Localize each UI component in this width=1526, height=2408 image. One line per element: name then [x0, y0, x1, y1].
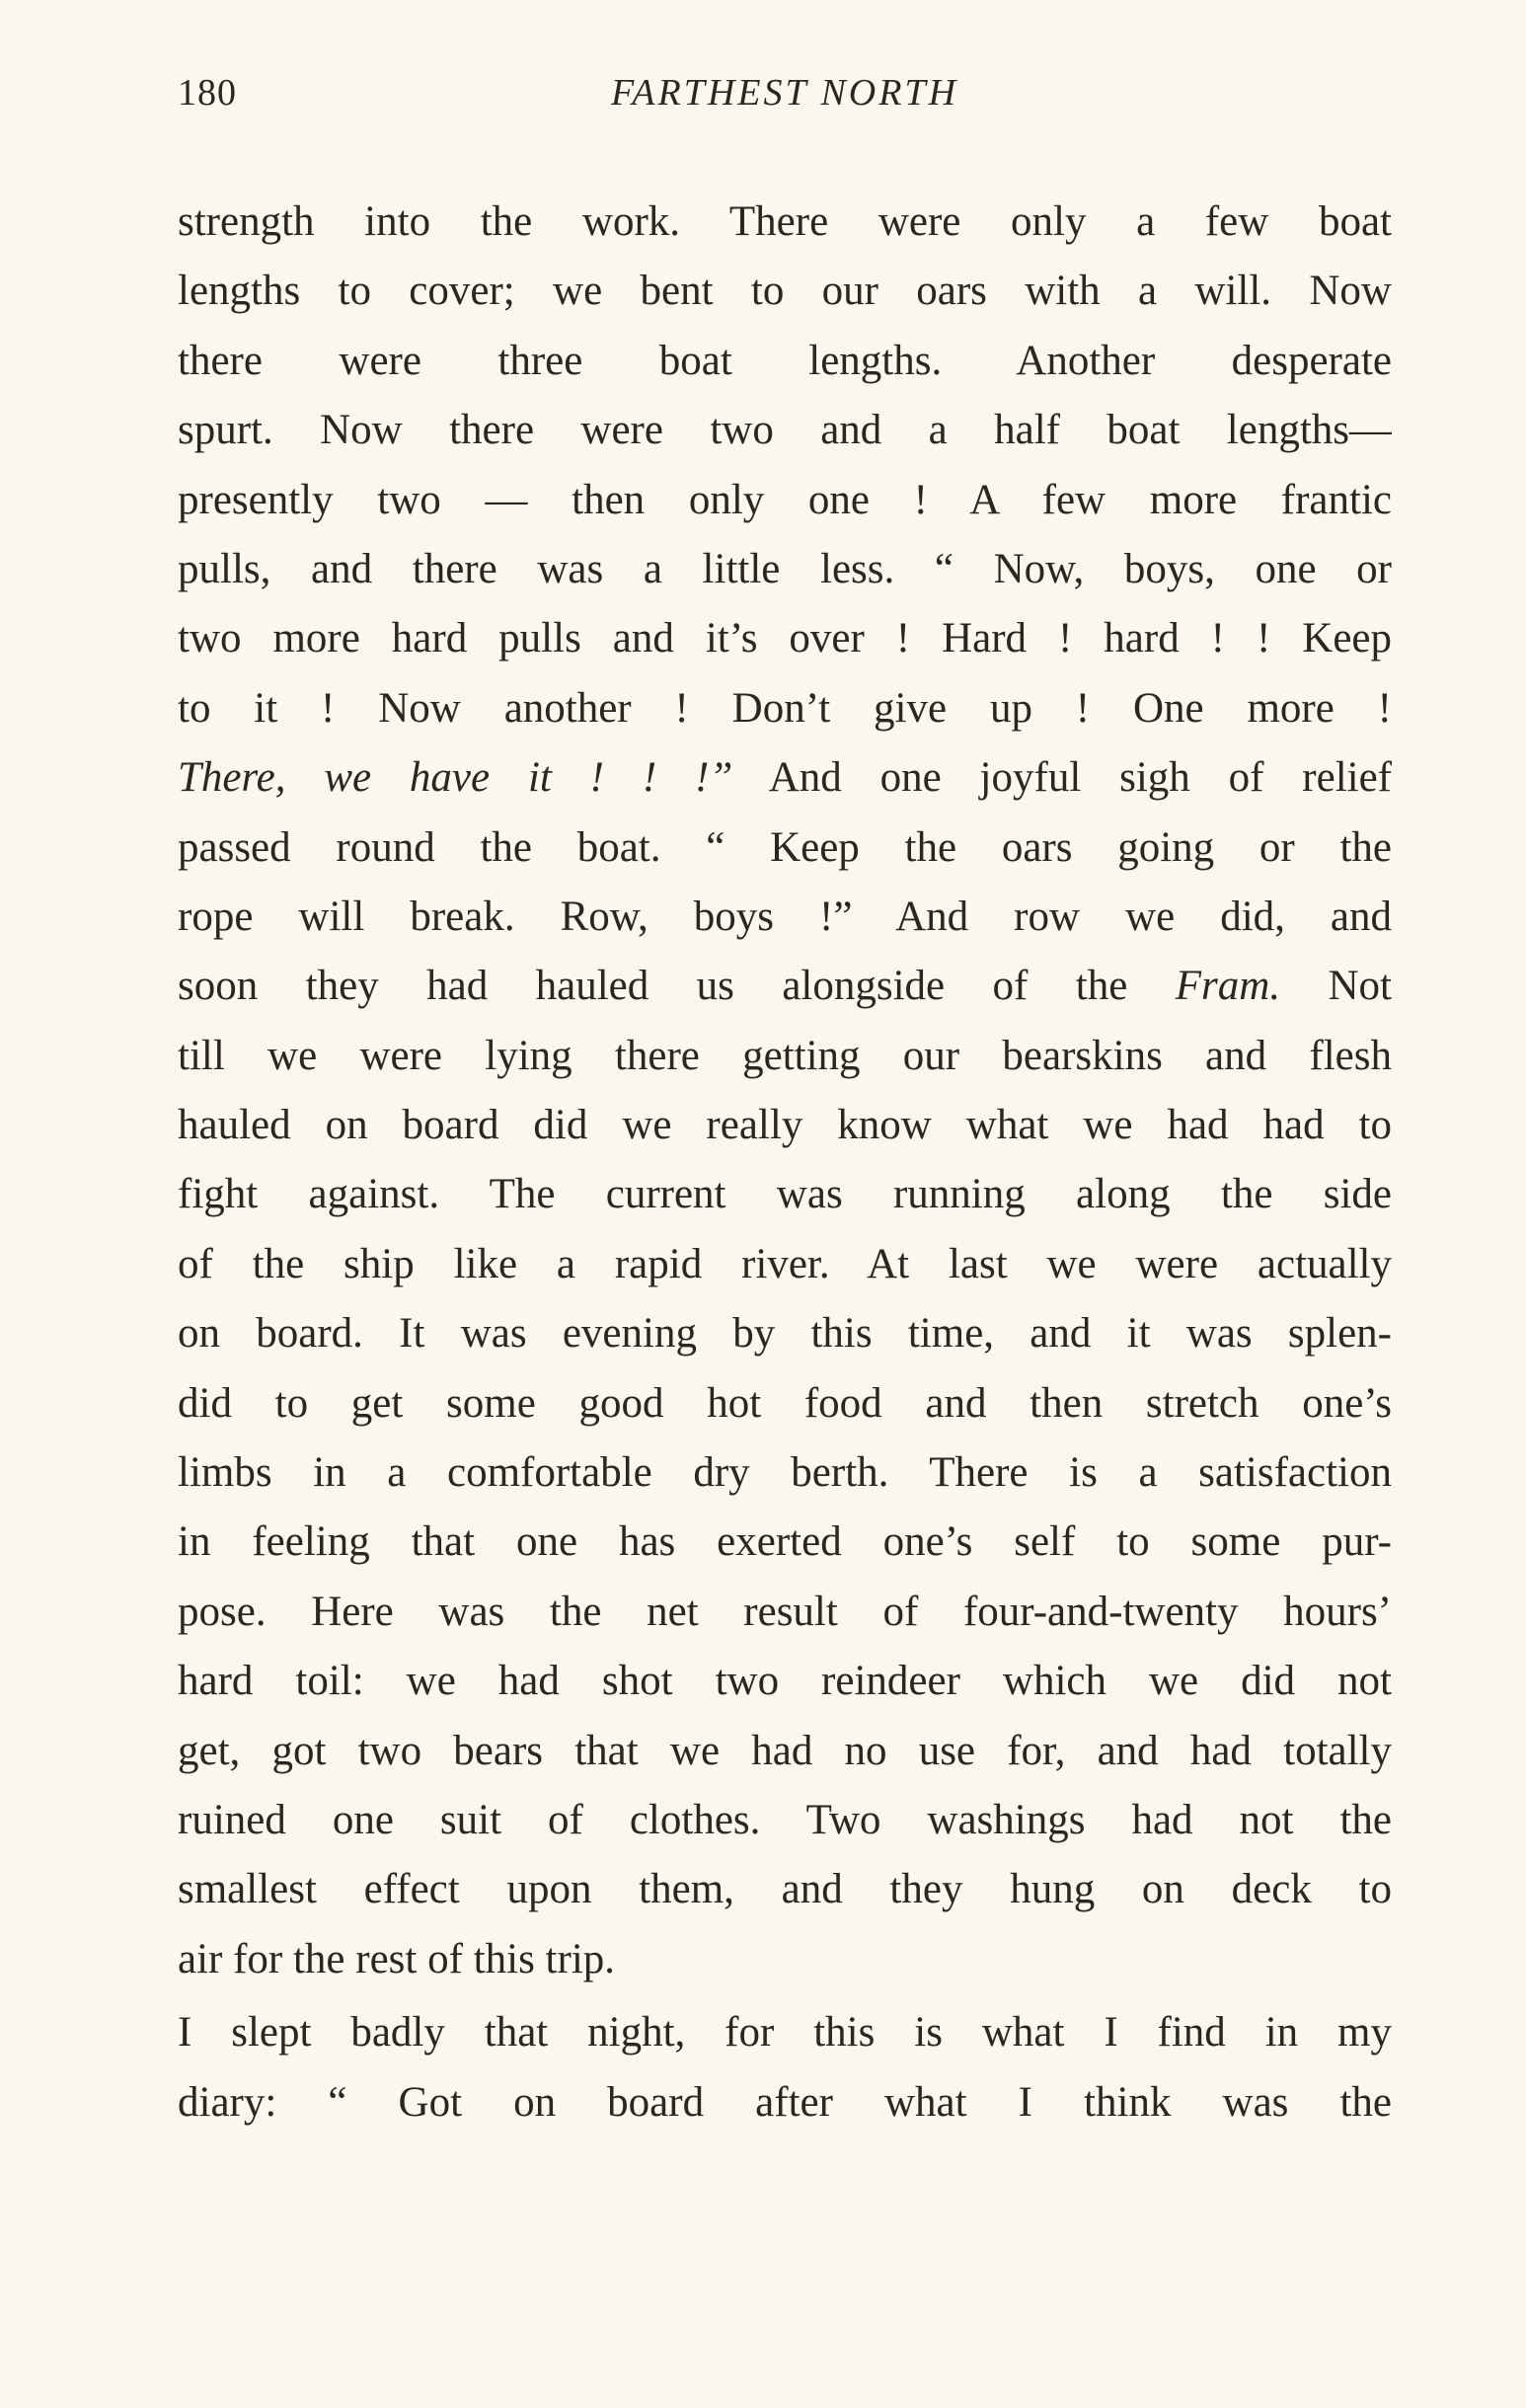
text-line: smallest effect upon them, and they hung on deck to	[178, 1866, 1392, 1913]
text-line: get, got two bears that we had no use for, and had totally	[178, 1727, 1392, 1774]
text-line: till we were lying there getting our bearskins and flesh	[178, 1032, 1392, 1079]
text-line: diary: “ Got on board after what I think was the	[178, 2078, 1392, 2126]
text-line: passed round the boat. “ Keep the oars going or the	[178, 823, 1392, 871]
text-line: pulls, and there was a little less. “ Now, boys, one or	[178, 545, 1392, 592]
running-title: FARTHEST NORTH	[610, 72, 959, 114]
italic-exclamation: There, we have it ! ! !”	[178, 754, 733, 802]
text-line: strength into the work. There were only a few boat	[178, 198, 1392, 245]
text-line: of the ship like a rapid river. At last we were actually	[178, 1240, 1392, 1287]
text-line: spurt. Now there were two and a half boat lengths—	[178, 407, 1392, 454]
text-line: to it ! Now another ! Don’t give up ! One more !	[178, 684, 1392, 732]
text-line: soon they had hauled us alongside of the Fram. Not	[178, 963, 1392, 1010]
text-line: on board. It was evening by this time, and it was splen-	[178, 1310, 1392, 1358]
paragraph-start-line: I slept badly that night, for this is what I find in my	[178, 2009, 1392, 2057]
body-text	[178, 188, 1392, 2137]
text-line: fight against. The current was running along the side	[178, 1171, 1392, 1218]
text-line: hard toil: we had shot two reindeer which we did not	[178, 1658, 1392, 1705]
text-line: there were three boat lengths. Another desperate	[178, 337, 1392, 384]
text-line: two more hard pulls and it’s over ! Hard ! hard ! ! Keep	[178, 615, 1392, 662]
text-line: lengths to cover; we bent to our oars with a will. Now	[178, 268, 1392, 315]
page-header	[178, 71, 1392, 130]
text-line: air for the rest of this trip.	[178, 1935, 616, 1982]
text-line: pose. Here was the net result of four-and-twenty hours’	[178, 1588, 1392, 1635]
text-line: in feeling that one has exerted one’s self to some pur-	[178, 1518, 1392, 1566]
text-line: rope will break. Row, boys !” And row we did, and	[178, 893, 1392, 940]
ship-name: Fram.	[1175, 963, 1281, 1010]
text-line: There, we have it ! ! !” And one joyful sigh of relief	[178, 754, 1392, 802]
text-line: hauled on board did we really know what we had had to	[178, 1102, 1392, 1149]
page-number: 180	[178, 72, 237, 114]
text-line: presently two — then only one ! A few more frantic	[178, 476, 1392, 523]
text-line: ruined one suit of clothes. Two washings had not the	[178, 1796, 1392, 1843]
text-line: limbs in a comfortable dry berth. There is a satisfaction	[178, 1449, 1392, 1497]
text-line: did to get some good hot food and then stretch one’s	[178, 1379, 1392, 1427]
